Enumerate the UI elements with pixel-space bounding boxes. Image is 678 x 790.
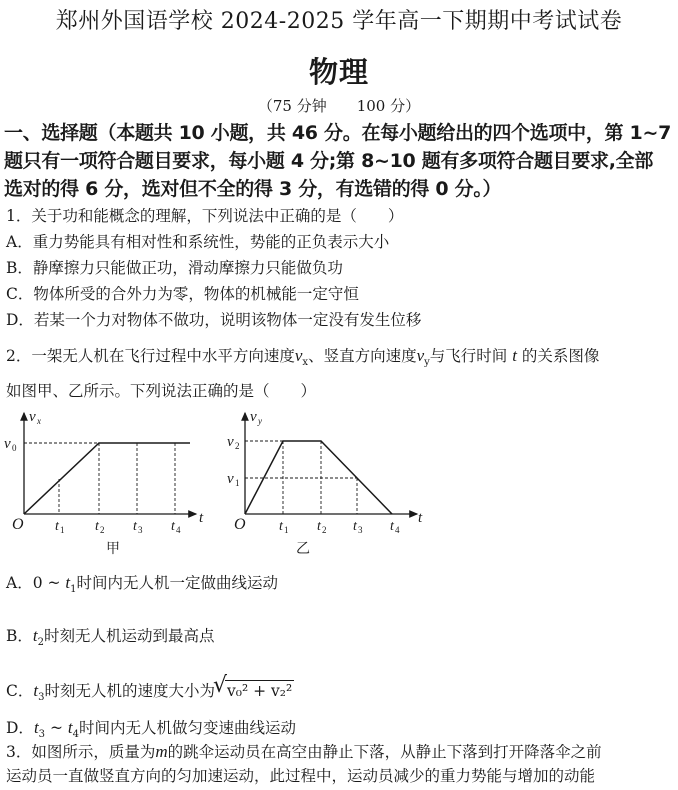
question-2-option-a bbox=[6, 573, 278, 600]
option-text: 时间内无人机一定做曲线运动 bbox=[76, 574, 279, 592]
svg-text:1: 1 bbox=[235, 478, 240, 488]
exam-duration-score: （75 分钟 100 分） bbox=[257, 97, 421, 115]
svg-text:2: 2 bbox=[235, 441, 240, 451]
option-label: D． bbox=[6, 719, 34, 737]
svg-text:2: 2 bbox=[322, 525, 327, 535]
svg-text:O: O bbox=[234, 516, 246, 533]
question-1-option-d: D．若某一个力对物体不做功，说明该物体一定没有发生位移 bbox=[6, 311, 422, 329]
svg-text:v: v bbox=[227, 471, 234, 487]
option-label: C． bbox=[6, 682, 34, 700]
exam-title: 郑州外国语学校 2024-2025 学年高一下期期中考试试卷 bbox=[55, 9, 623, 34]
subscript: 4 bbox=[72, 729, 79, 741]
svg-text:1: 1 bbox=[284, 525, 289, 535]
figure-caption: 甲 bbox=[106, 542, 120, 557]
question-1-stem: 1．关于功和能概念的理解，下列说法中正确的是（ ） bbox=[6, 207, 404, 225]
svg-text:0: 0 bbox=[12, 443, 17, 453]
svg-text:y: y bbox=[258, 416, 262, 426]
svg-text:t: t bbox=[55, 519, 59, 534]
section-heading-line-1: 一、选择题（本题共 10 小题，共 46 分。在每小题给出的四个选项中，第 1~7 bbox=[4, 122, 672, 144]
t-symbol: t bbox=[65, 573, 71, 592]
option-text: 时刻无人机的速度大小为 bbox=[44, 682, 215, 700]
svg-text:x: x bbox=[37, 416, 41, 426]
svg-text:v: v bbox=[4, 436, 11, 452]
svg-text:v: v bbox=[29, 409, 36, 425]
subscript: 1 bbox=[70, 584, 77, 596]
t-symbol: t bbox=[33, 718, 39, 737]
question-2-stem-line-1 bbox=[6, 346, 599, 373]
sqrt-formula bbox=[215, 680, 294, 701]
t-symbol: t bbox=[33, 681, 39, 700]
figure-yi-vy-t-graph bbox=[220, 405, 440, 565]
svg-text:t: t bbox=[95, 519, 99, 534]
option-text: 0 ~ bbox=[32, 574, 66, 592]
question-2-option-b bbox=[6, 626, 215, 653]
svg-text:t: t bbox=[418, 510, 423, 526]
svg-text:3: 3 bbox=[358, 525, 363, 535]
t-symbol: t bbox=[67, 718, 73, 737]
formula-text: v₀² + v₂² bbox=[227, 682, 293, 700]
t-symbol: t bbox=[512, 346, 517, 365]
subject-title: 物理 bbox=[308, 55, 369, 89]
svg-text:4: 4 bbox=[176, 525, 181, 535]
question-1-option-b: B．静摩擦力只能做正功，滑动摩擦力只能做负功 bbox=[6, 259, 343, 277]
option-text: 时刻无人机运动到最高点 bbox=[44, 627, 215, 645]
vy-subscript: y bbox=[424, 357, 430, 369]
stem-text: 与飞行时间 bbox=[429, 347, 508, 365]
stem-text: 的关系图像 bbox=[521, 347, 600, 365]
question-1-option-a: A．重力势能具有相对性和系统性，势能的正负表示大小 bbox=[6, 233, 390, 251]
subscript: 3 bbox=[38, 692, 45, 704]
section-heading-line-3: 选对的得 6 分，选对但不全的得 3 分，有选错的得 0 分。） bbox=[4, 178, 502, 200]
vx-symbol: v bbox=[294, 346, 303, 365]
t-symbol: t bbox=[32, 626, 38, 645]
svg-text:O: O bbox=[12, 516, 24, 533]
question-2-stem-line-2: 如图甲、乙所示。下列说法正确的是（ ） bbox=[6, 382, 317, 400]
svg-text:t: t bbox=[199, 510, 204, 526]
svg-text:4: 4 bbox=[395, 525, 400, 535]
stem-text: 、竖直方向速度 bbox=[308, 347, 417, 365]
section-heading-line-2: 题只有一项符合题目要求，每小题 4 分;第 8~10 题有多项符合题目要求,全部 bbox=[4, 150, 654, 172]
stem-text: 2．一架无人机在飞行过程中水平方向速度 bbox=[6, 347, 295, 365]
option-text: 时间内无人机做匀变速曲线运动 bbox=[79, 719, 297, 737]
svg-text:t: t bbox=[317, 519, 321, 534]
svg-text:v: v bbox=[227, 434, 234, 450]
svg-text:1: 1 bbox=[60, 525, 65, 535]
option-label: B． bbox=[6, 627, 33, 645]
svg-text:t: t bbox=[171, 519, 175, 534]
question-3-line-2: 运动员一直做竖直方向的匀加速运动，此过程中，运动员减少的重力势能与增加的动能 bbox=[6, 767, 596, 785]
svg-text:2: 2 bbox=[100, 525, 105, 535]
svg-text:t: t bbox=[133, 519, 137, 534]
vx-subscript: x bbox=[302, 357, 309, 369]
figure-caption: 乙 bbox=[296, 542, 310, 557]
option-text: ~ bbox=[45, 719, 68, 737]
svg-text:v: v bbox=[250, 409, 257, 425]
question-2-option-c bbox=[6, 680, 294, 708]
svg-text:t: t bbox=[353, 519, 357, 534]
figure-jia-vx-t-graph bbox=[0, 405, 225, 565]
option-label: A． bbox=[6, 574, 33, 592]
svg-text:t: t bbox=[390, 519, 394, 534]
svg-text:t: t bbox=[279, 519, 283, 534]
m-symbol: m bbox=[155, 742, 168, 761]
subscript: 2 bbox=[37, 637, 44, 649]
subscript: 3 bbox=[38, 729, 46, 741]
stem-text: 的跳伞运动员在高空由静止下落，从静止下落到打开降落伞之前 bbox=[167, 743, 602, 761]
svg-text:3: 3 bbox=[138, 525, 143, 535]
stem-text: 3．如图所示，质量为 bbox=[6, 743, 156, 761]
question-1-option-c: C．物体所受的合外力为零，物体的机械能一定守恒 bbox=[6, 285, 359, 303]
question-3-line-1 bbox=[6, 742, 602, 762]
vy-symbol: v bbox=[416, 346, 425, 365]
